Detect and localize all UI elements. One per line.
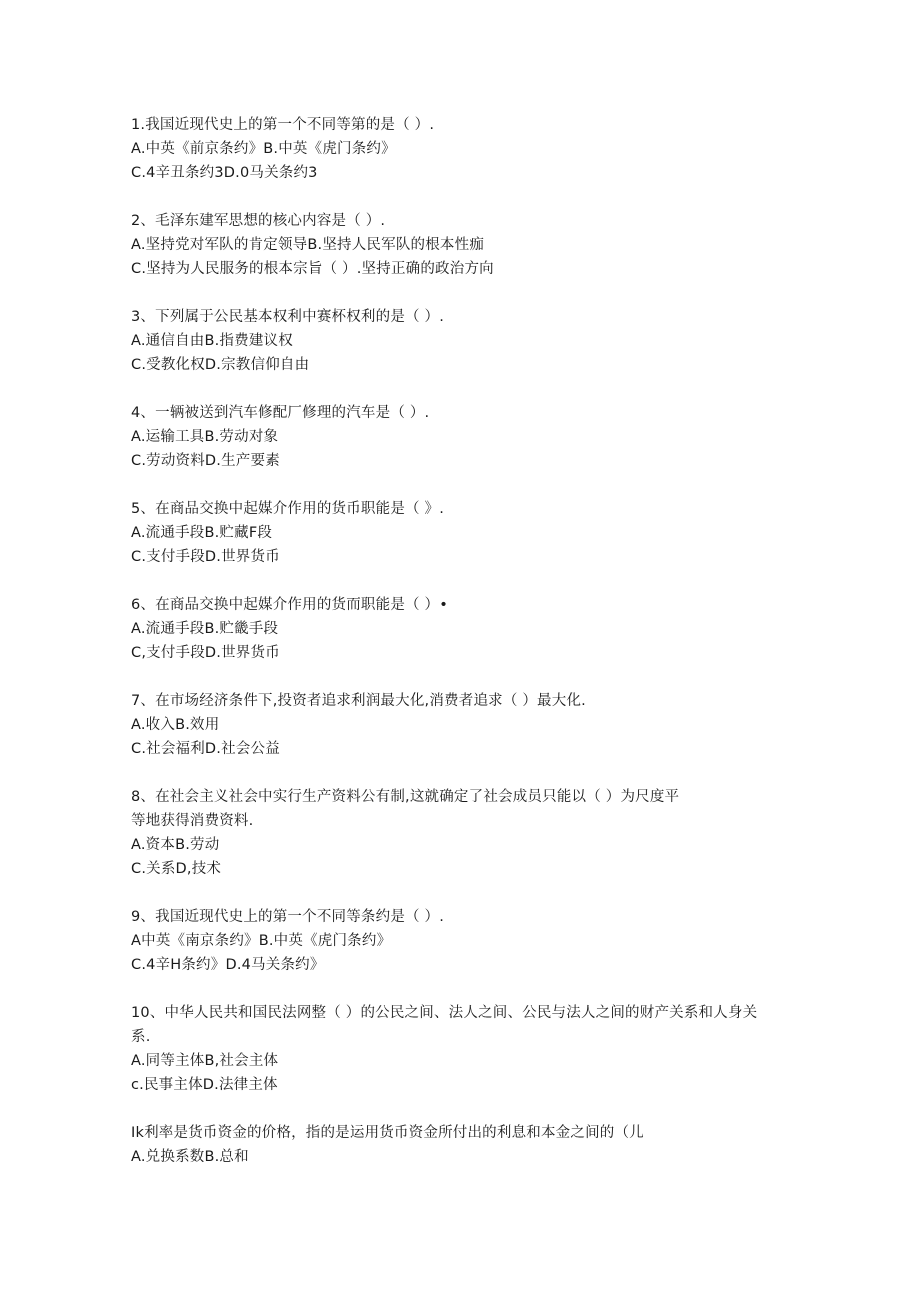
question-stem: 7、在市场经济条件下,投资者追求利润最大化,消费者追求（ ）最大化.: [131, 693, 586, 709]
question-stem: 5、在商品交换中起媒介作用的货币职能是（ 》.: [131, 501, 445, 517]
question-stem: 6、在商品交换中起媒介作用的货而职能是（ ）•: [131, 597, 448, 613]
question-options: C,支付手段D.世界货币: [131, 645, 280, 661]
question-options: c.民事主体D.法律主体: [131, 1077, 278, 1093]
question-options: A.兑换系数B.总和: [131, 1149, 249, 1165]
question-options: A中英《南京条约》B.中英《虎门条约》: [131, 933, 392, 949]
question-stem: 2、毛泽东建军思想的核心内容是（ ）.: [131, 213, 386, 229]
question-stem: 9、我国近现代史上的第一个不同等条约是（ ）.: [131, 909, 445, 925]
question-options: C.关系D,技术: [131, 861, 222, 877]
question-options: A.同等主体B,社会主体: [131, 1053, 279, 1069]
question-options: C.支付手段D.世界货币: [131, 549, 280, 565]
question-stem: 3、下列属于公民基本权利中赛杯权利的是（ ）.: [131, 309, 445, 325]
document-page: [131, 113, 811, 1193]
question-options: A.通信自由B.指费建议权: [131, 333, 293, 349]
question-8: [131, 785, 811, 881]
question-options: A.流通手段B.贮畿手段: [131, 621, 279, 637]
question-stem: 8、在社会主义社会中实行生产资料公有制,这就确定了社会成员只能以（ ）为尺度平: [131, 789, 680, 805]
question-options: A.收入B.效用: [131, 717, 220, 733]
question-stem: Ik利率是货币资金的价格，指的是运用货币资金所付出的利息和本金之间的（儿: [131, 1125, 644, 1141]
question-1: [131, 113, 811, 185]
question-options: A.流通手段B.贮藏F段: [131, 525, 273, 541]
question-options: A.中英《前京条约》B.中英《虎门条约》: [131, 141, 396, 157]
question-5: [131, 497, 811, 569]
question-options: C.劳动资料D.生产要素: [131, 453, 280, 469]
question-9: [131, 905, 811, 977]
question-11: [131, 1121, 811, 1169]
question-10: [131, 1001, 811, 1097]
question-stem: 1.我国近现代史上的第一个不同等第的是（ ）.: [131, 117, 435, 133]
question-2: [131, 209, 811, 281]
question-6: [131, 593, 811, 665]
question-options: C.4辛丑条约3D.0马关条约3: [131, 165, 318, 181]
question-stem-continued: 系.: [131, 1029, 151, 1045]
question-options: A.资本B.劳动: [131, 837, 220, 853]
question-options: A.运输工具B.劳动对象: [131, 429, 279, 445]
question-7: [131, 689, 811, 761]
question-options: C.社会福利D.社会公益: [131, 741, 280, 757]
question-options: C.4辛H条约》D.4马关条约》: [131, 957, 325, 973]
question-3: [131, 305, 811, 377]
question-stem-continued: 等地获得消费资料.: [131, 813, 254, 829]
question-stem: 10、中华人民共和国民法网整（ ）的公民之间、法人之间、公民与法人之间的财产关系和人身关: [131, 1005, 758, 1021]
question-options: C.坚持为人民服务的根本宗旨（ ）.坚持正确的政治方向: [131, 261, 494, 277]
question-options: C.受教化权D.宗教信仰自由: [131, 357, 310, 373]
question-options: A.坚持党对军队的肯定领导B.坚持人民军队的根本性痂: [131, 237, 485, 253]
question-4: [131, 401, 811, 473]
question-stem: 4、一辆被送到汽车修配厂修理的汽车是（ ）.: [131, 405, 430, 421]
